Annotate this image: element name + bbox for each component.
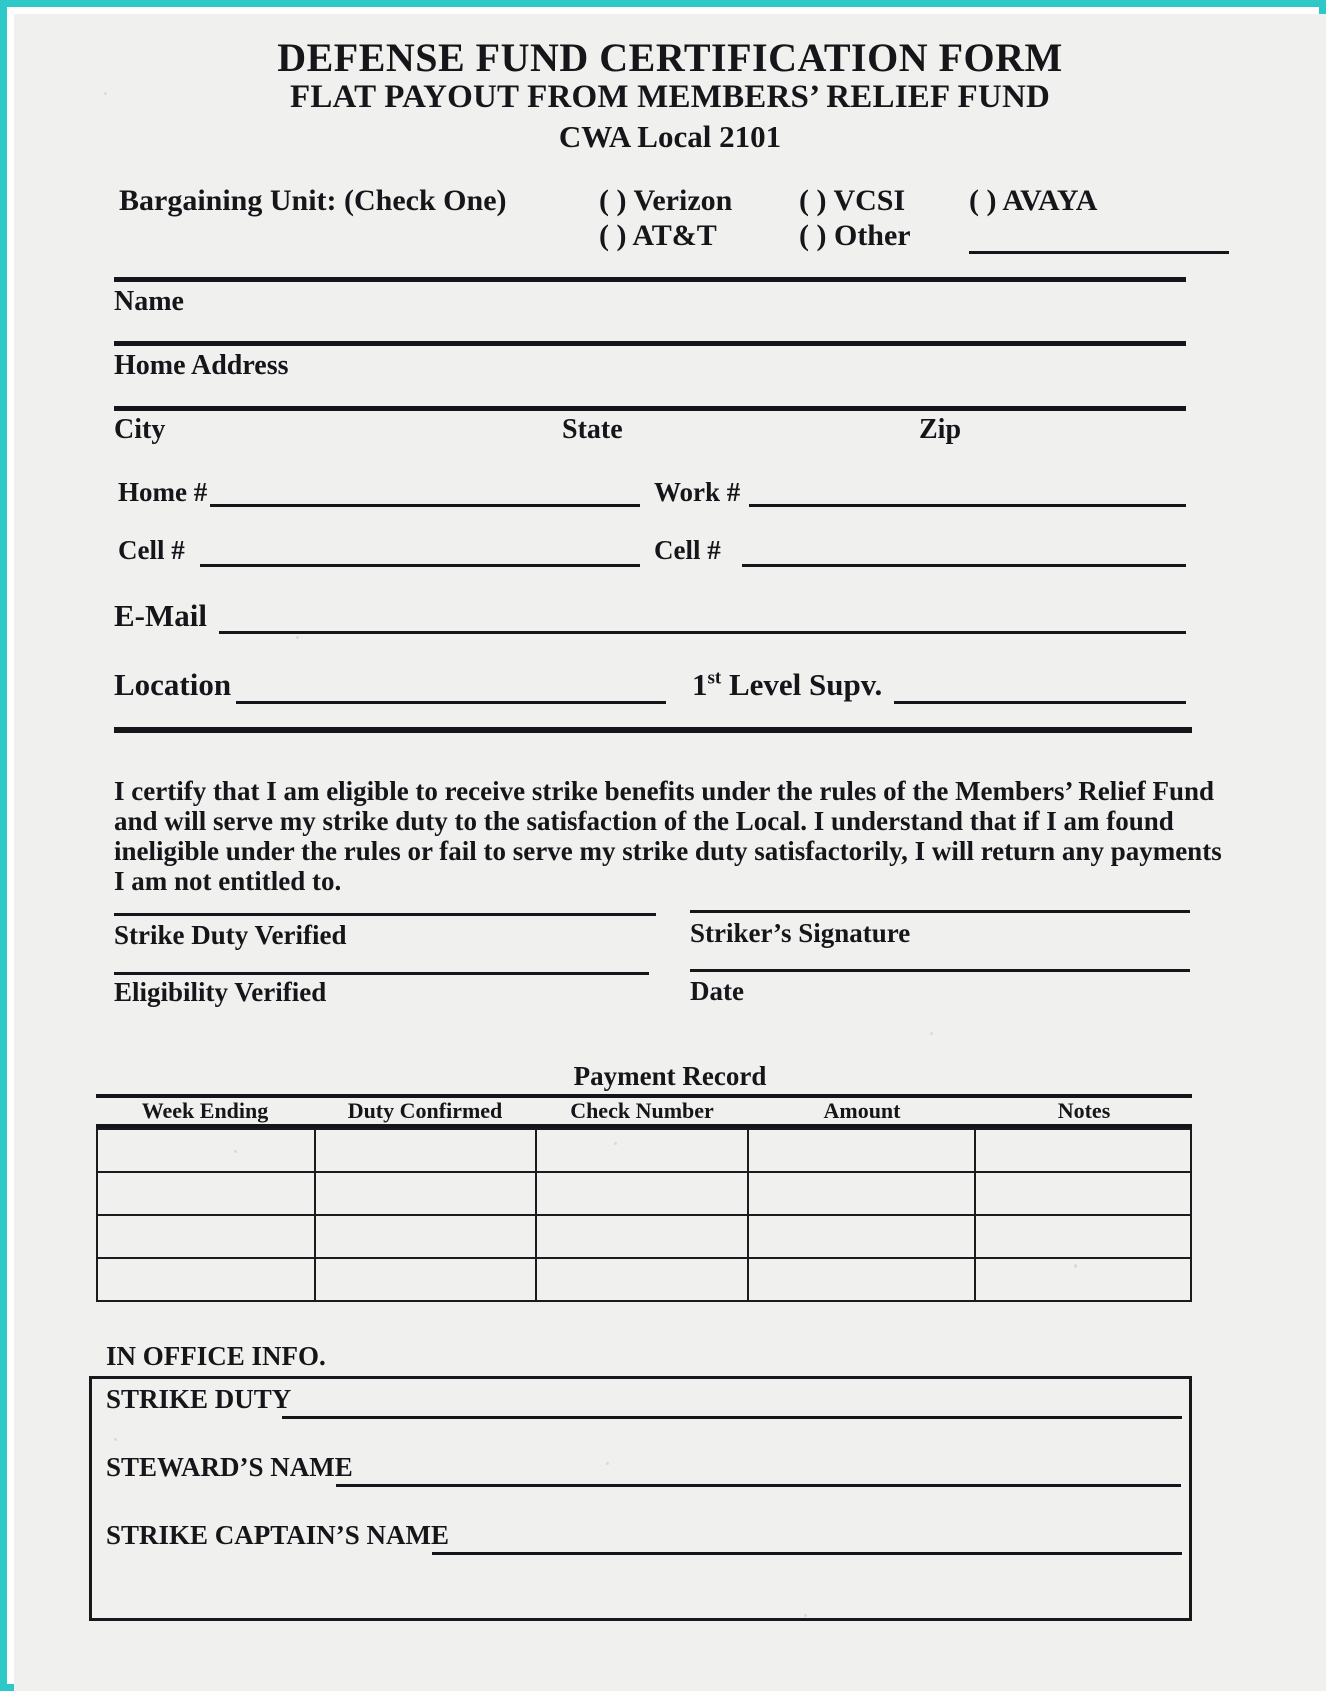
payment-record-table-body [97,1129,1191,1301]
bargaining-unit-option-label: Other [833,219,911,252]
table-cell[interactable] [748,1172,976,1215]
certification-text-line-2: and will serve my strike duty to the satisfaction of the Local. I understand that if I am found [114,806,1174,836]
bargaining-unit-option-label: Verizon [633,184,733,217]
payment-record-header-notes: Notes [1057,1098,1111,1123]
table-cell[interactable] [975,1129,1191,1172]
payment-record-header-week-ending: Week Ending [141,1098,269,1123]
table-cell[interactable] [536,1172,748,1215]
scan-speckle [606,1462,609,1465]
work-phone-label: Work # [654,477,741,507]
bargaining-unit-option-att[interactable] [599,219,717,253]
table-cell[interactable] [975,1258,1191,1301]
bargaining-unit-label: Bargaining Unit: (Check One) [119,184,507,217]
cell-phone-1-input-line[interactable] [200,564,640,567]
table-cell[interactable] [97,1172,315,1215]
section-divider [114,727,1192,733]
table-row[interactable] [97,1215,1191,1258]
scan-speckle [114,1438,117,1441]
form-title-line-1: DEFENSE FUND CERTIFICATION FORM [277,35,1063,80]
scan-speckle [234,1150,237,1153]
form-title-line-2: FLAT PAYOUT FROM MEMBERS’ RELIEF FUND [289,79,1051,115]
bargaining-unit-option-label: VCSI [833,184,906,217]
payment-record-title: Payment Record [573,1061,767,1091]
table-cell[interactable] [315,1258,537,1301]
table-cell[interactable] [748,1258,976,1301]
strike-captains-name-input-line[interactable] [432,1552,1182,1555]
stewards-name-input-line[interactable] [336,1484,1181,1487]
home-phone-input-line[interactable] [210,504,640,507]
name-input-line[interactable] [114,277,1186,282]
payment-record-header-amount: Amount [823,1098,901,1123]
table-cell[interactable] [97,1215,315,1258]
scan-speckle [1074,1264,1077,1268]
scanned-form-page [14,14,1326,1691]
strike-duty-input-line[interactable] [282,1416,1182,1419]
bargaining-unit-option-verizon[interactable] [599,184,732,218]
table-cell[interactable] [975,1215,1191,1258]
location-input-line[interactable] [236,701,666,704]
scan-speckle [930,1032,933,1035]
strike-duty-label: STRIKE DUTY [106,1384,292,1414]
date-label: Date [690,976,744,1006]
table-cell[interactable] [97,1258,315,1301]
bargaining-unit-option-other[interactable] [799,219,911,253]
strikers-signature-input-line[interactable] [690,910,1190,913]
supervisor-input-line[interactable] [894,701,1186,704]
checkbox-att[interactable]: ( ) [599,219,627,252]
work-phone-input-line[interactable] [749,504,1186,507]
scan-speckle [296,636,299,639]
city-state-zip-input-line[interactable] [114,406,1186,411]
bargaining-unit-option-label: AVAYA [1002,184,1098,217]
table-cell[interactable] [315,1129,537,1172]
strike-duty-verified-label: Strike Duty Verified [114,920,347,950]
cell-phone-2-input-line[interactable] [742,564,1186,567]
table-row[interactable] [97,1129,1191,1172]
checkbox-avaya[interactable]: ( ) [969,184,997,217]
checkbox-other[interactable]: ( ) [799,219,827,252]
table-cell[interactable] [315,1215,537,1258]
payment-record-table [96,1128,1192,1292]
zip-label: Zip [919,414,962,445]
bargaining-unit-option-vcsi[interactable] [799,184,905,218]
date-input-line[interactable] [690,969,1190,972]
strike-duty-verified-input-line[interactable] [114,913,656,916]
table-cell[interactable] [315,1172,537,1215]
scan-speckle [614,1142,617,1145]
table-cell[interactable] [975,1172,1191,1215]
table-row[interactable] [97,1258,1191,1301]
table-cell[interactable] [97,1129,315,1172]
table-cell[interactable] [748,1215,976,1258]
name-label: Name [114,286,184,317]
bargaining-unit-other-input-line[interactable] [969,251,1229,254]
checkbox-vcsi[interactable]: ( ) [799,184,827,217]
supervisor-label-rest: Level Supv. [721,667,883,702]
stewards-name-label: STEWARD’S NAME [106,1452,353,1482]
table-cell[interactable] [536,1129,748,1172]
cell-phone-2-label: Cell # [654,535,721,565]
scan-speckle [804,1614,807,1617]
strikers-signature-label: Striker’s Signature [690,918,911,948]
home-address-label: Home Address [114,350,289,381]
city-label: City [114,414,166,445]
table-row[interactable] [97,1172,1191,1215]
email-input-line[interactable] [219,631,1186,634]
home-address-input-line[interactable] [114,341,1186,346]
supervisor-label-prefix: 1 [692,667,708,702]
bargaining-unit-option-avaya[interactable] [969,184,1097,218]
payment-record-header-check-number: Check Number [570,1098,714,1123]
supervisor-label [692,667,882,703]
location-label: Location [114,667,232,702]
form-title-line-3: CWA Local 2101 [558,119,782,154]
checkbox-verizon[interactable]: ( ) [599,184,627,217]
eligibility-verified-label: Eligibility Verified [114,977,327,1007]
home-phone-label: Home # [118,477,208,507]
table-cell[interactable] [536,1215,748,1258]
state-label: State [562,414,623,445]
certification-text-line-3: ineligible under the rules or fail to serve my strike duty satisfactorily, I will return any payments [114,836,1222,866]
strike-captains-name-label: STRIKE CAPTAIN’S NAME [106,1520,450,1550]
table-cell[interactable] [748,1129,976,1172]
table-cell[interactable] [536,1258,748,1301]
email-label: E-Mail [114,598,207,633]
supervisor-label-ordinal: st [707,667,722,689]
certification-text-line-1: I certify that I am eligible to receive strike benefits under the rules of the Members’ Relief Fund [114,776,1215,806]
eligibility-verified-input-line[interactable] [114,972,649,975]
cell-phone-1-label: Cell # [118,535,185,565]
certification-text-line-4: I am not entitled to. [114,866,342,896]
scan-speckle [104,92,107,95]
payment-record-header-duty-confirmed: Duty Confirmed [347,1098,503,1123]
in-office-info-title: IN OFFICE INFO. [106,1341,326,1371]
bargaining-unit-option-label: AT&T [632,219,717,252]
